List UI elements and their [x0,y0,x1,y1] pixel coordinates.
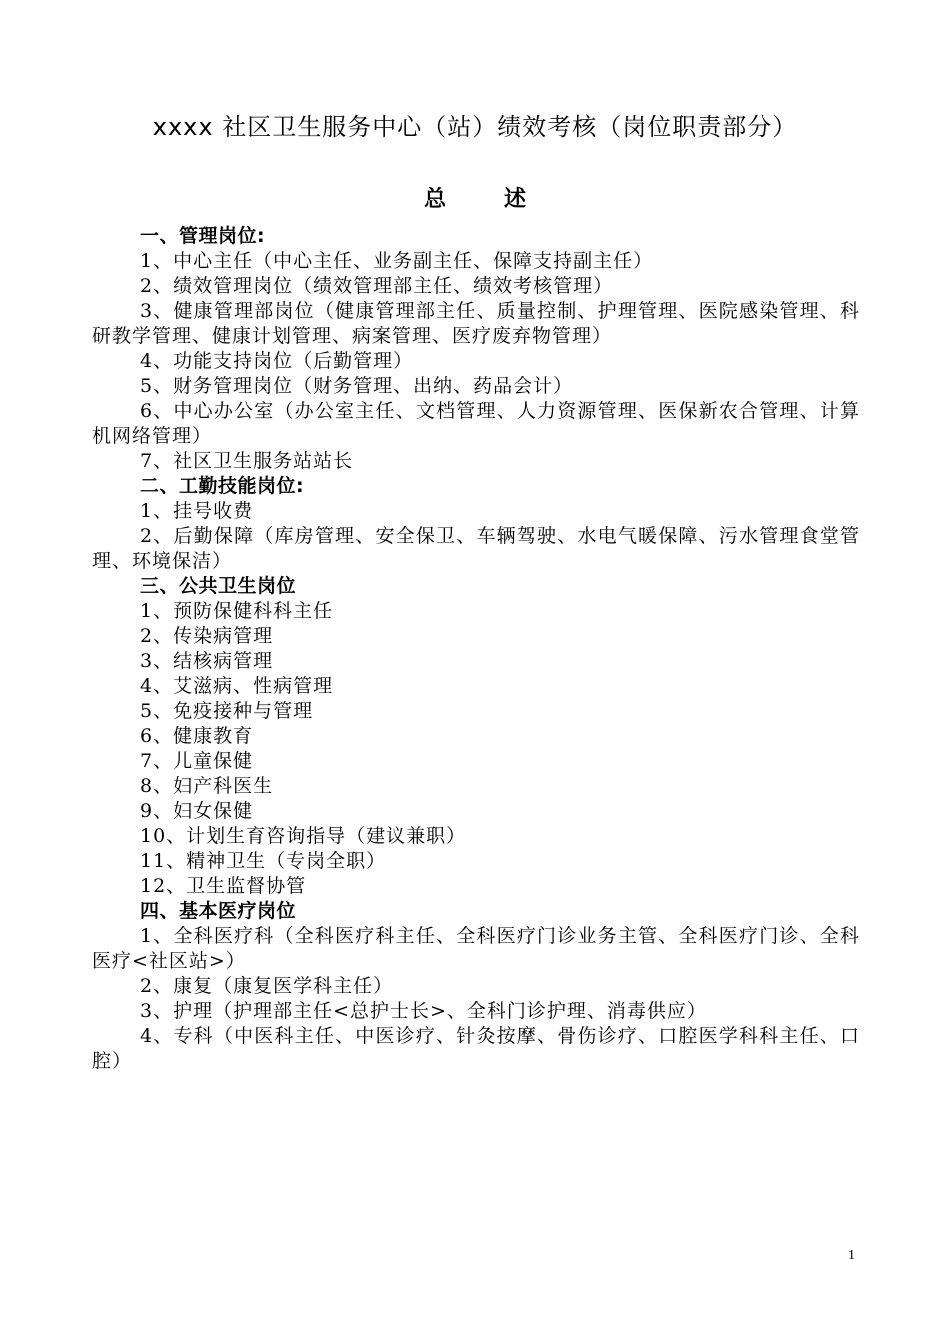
list-item: 9、妇女保健 [140,800,254,822]
list-item: 1、挂号收费 [140,500,254,522]
summary-heading [0,184,950,216]
list-item: 2、后勤保障（库房管理、安全保卫、车辆驾驶、水电气暖保障、污水管理食堂管理、环境保洁） [92,525,860,572]
list-item: 12、卫生监督协管 [140,875,307,897]
list-item: 1、预防保健科科主任 [140,600,334,622]
list-item: 5、免疫接种与管理 [140,700,314,722]
page-number: 1 [848,1248,855,1263]
list-item: 3、健康管理部岗位（健康管理部主任、质量控制、护理管理、医院感染管理、科研教学管理、健康计划管理、病案管理、医疗废弃物管理） [92,300,860,347]
list-item: 8、妇产科医生 [140,775,274,797]
list-item: 5、财务管理岗位（财务管理、出纳、药品会计） [140,375,574,397]
list-item: 2、传染病管理 [140,625,274,647]
list-item: 10、计划生育咨询指导（建议兼职） [140,825,467,847]
list-item: 2、绩效管理岗位（绩效管理部主任、绩效考核管理） [140,275,614,297]
list-item: 3、护理（护理部主任<总护士长>、全科门诊护理、消毒供应） [140,1000,707,1022]
list-item: 6、中心办公室（办公室主任、文档管理、人力资源管理、医保新农合管理、计算机网络管理） [92,400,860,447]
list-item: 1、中心主任（中心主任、业务副主任、保障支持副主任） [140,250,654,272]
summary-heading-char-1: 总 [423,187,446,212]
list-item: 4、艾滋病、性病管理 [140,675,334,697]
document-body [92,224,860,1074]
list-item: 7、社区卫生服务站站长 [140,450,354,472]
section-title: 二、工勤技能岗位: [140,475,305,497]
list-item: 2、康复（康复医学科主任） [140,975,394,997]
section-title: 四、基本医疗岗位 [140,900,297,922]
list-item: 4、专科（中医科主任、中医诊疗、针灸按摩、骨伤诊疗、口腔医学科科主任、口腔） [92,1025,860,1072]
list-item: 1、全科医疗科（全科医疗科主任、全科医疗门诊业务主管、全科医疗门诊、全科医疗<社区站>） [92,925,860,972]
list-item: 11、精神卫生（专岗全职） [140,850,387,872]
section-title: 一、管理岗位: [140,225,266,247]
document-title: xxxx 社区卫生服务中心（站）绩效考核（岗位职责部分） [152,113,798,141]
summary-heading-char-2: 述 [504,187,527,212]
list-item: 6、健康教育 [140,725,254,747]
list-item: 4、功能支持岗位（后勤管理） [140,350,414,372]
list-item: 3、结核病管理 [140,650,274,672]
list-item: 7、儿童保健 [140,750,254,772]
section-title: 三、公共卫生岗位 [140,575,297,597]
